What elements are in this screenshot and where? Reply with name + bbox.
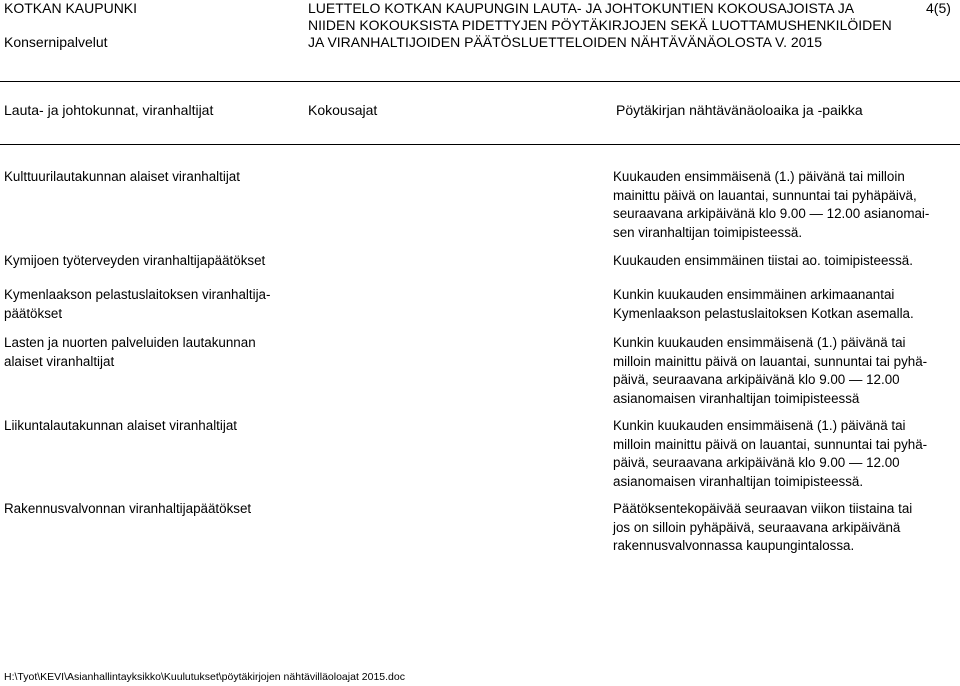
text-line: Kulttuurilautakunnan alaiset viranhaltijat [4,169,240,184]
text-line: Kunkin kuukauden ensimmäinen arkimaanantai [613,287,895,302]
text-line: päivä, seuraavana arkipäivänä klo 9.00 — 12.00 [613,455,900,471]
row-5-body-name [4,417,237,436]
row-3-body-name [4,286,270,323]
row-6-body-name [4,500,251,519]
column-heading-minutes-availability: Pöytäkirjan nähtävänäoloaika ja -paikka [616,102,863,118]
text-line: Kymijoen työterveyden viranhaltijapäätökset [4,253,266,268]
row-1-availability [613,168,929,242]
text-line: milloin mainittu päivä on lauantai, sunnuntai tai pyhä- [613,353,928,369]
column-heading-bodies: Lauta- ja johtokunnat, viranhaltijat [4,102,214,118]
text-line: Rakennusvalvonnan viranhaltijapäätökset [4,501,252,516]
text-line: Liikuntalautakunnan alaiset viranhaltijat [4,418,238,433]
title-line: LUETTELO KOTKAN KAUPUNGIN LAUTA- JA JOHTOKUNTIEN KOKOUSAJOISTA JA [308,0,855,16]
row-3-availability [613,286,914,323]
text-line: mainittu päivä on lauantai, sunnuntai tai pyhäpäivä, [613,187,917,203]
organization-name: KOTKAN KAUPUNKI [4,0,138,16]
text-line: rakennusvalvonnassa kaupungintalossa. [613,538,855,554]
row-4-body-name [4,334,256,371]
text-line: asianomaisen viranhaltijan toimipisteessä. [613,473,864,489]
unit-name: Konsernipalvelut [4,34,108,50]
text-line: Päätöksentekopäivää seuraavan viikon tiistaina tai [613,501,913,516]
title-line: JA VIRANHALTIJOIDEN PÄÄTÖSLUETTELOIDEN NÄHTÄVÄNÄOLOSTA V. 2015 [308,34,823,50]
header-divider [0,81,960,82]
row-2-body-name [4,252,265,271]
text-line: Kuukauden ensimmäinen tiistai ao. toimipisteessä. [613,253,913,268]
column-heading-meeting-times: Kokousajat [308,102,378,118]
row-2-availability [613,252,913,271]
row-5-availability [613,417,927,491]
text-line: milloin mainittu päivä on lauantai, sunnuntai tai pyhä- [613,436,928,452]
row-4-availability [613,334,927,408]
text-line: Kymenlaakson pelastuslaitoksen Kotkan asemalla. [613,305,914,321]
column-heading-divider [0,144,960,145]
page-number: 4(5) [926,0,951,16]
text-line: jos on silloin pyhäpäivä, seuraavana arkipäivänä [613,519,901,535]
text-line: Kymenlaakson pelastuslaitoksen viranhaltija- [4,287,271,302]
text-line: päätökset [4,305,63,321]
text-line: sen viranhaltijan toimipisteessä. [613,224,803,240]
title-line: NIIDEN KOKOUKSISTA PIDETTYJEN PÖYTÄKIRJOJEN SEKÄ LUOTTAMUSHENKILÖIDEN [308,17,892,33]
document-title [308,0,892,51]
text-line: Kuukauden ensimmäisenä (1.) päivänä tai milloin [613,169,905,184]
row-6-availability [613,500,912,556]
text-line: Kunkin kuukauden ensimmäisenä (1.) päivänä tai [613,418,906,433]
text-line: seuraavana arkipäivänä klo 9.00 — 12.00 asianomai- [613,206,930,222]
text-line: alaiset viranhaltijat [4,353,115,369]
text-line: päivä, seuraavana arkipäivänä klo 9.00 — 12.00 [613,372,900,388]
text-line: Lasten ja nuorten palveluiden lautakunnan [4,335,256,350]
text-line: asianomaisen viranhaltijan toimipisteessä [613,390,860,406]
row-1-body-name [4,168,240,187]
text-line: Kunkin kuukauden ensimmäisenä (1.) päivänä tai [613,335,906,350]
footer-file-path: H:\Tyot\KEVI\Asianhallintayksikko\Kuulutukset\pöytäkirjojen nähtävilläoloajat 2015.doc [4,671,405,683]
